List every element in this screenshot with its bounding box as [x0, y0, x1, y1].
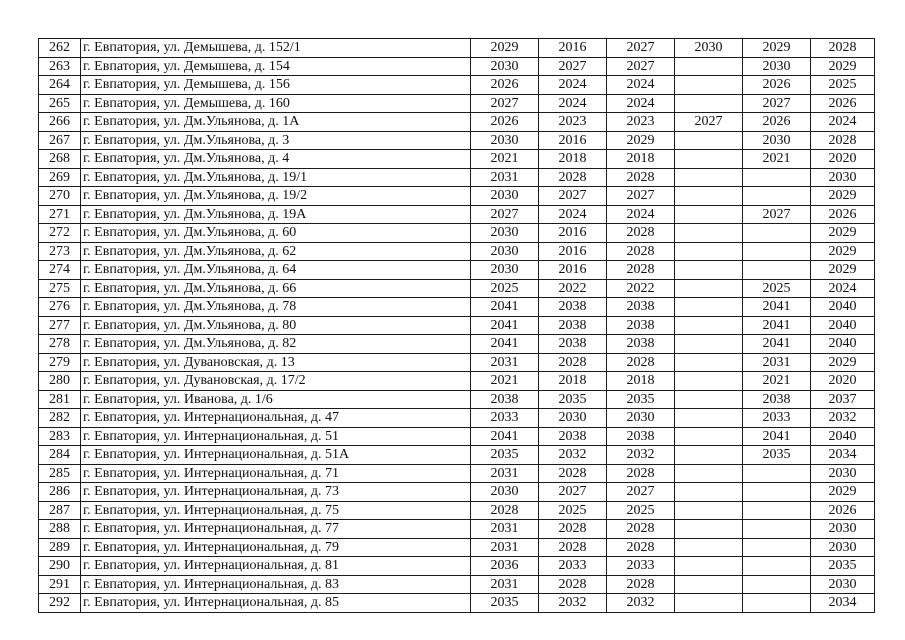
table-row: [39, 594, 875, 613]
row-number: 268: [39, 150, 81, 169]
year-cell-2: 2016: [539, 242, 607, 261]
year-cell-1: 2021: [471, 150, 539, 169]
year-cell-4: [675, 520, 743, 539]
year-cell-5: 2041: [743, 316, 811, 335]
building-address: г. Евпатория, ул. Демышева, д. 152/1: [81, 39, 471, 58]
year-cell-3: 2038: [607, 316, 675, 335]
table-row: [39, 483, 875, 502]
year-cell-5: 2041: [743, 427, 811, 446]
year-cell-1: 2027: [471, 94, 539, 113]
building-address: г. Евпатория, ул. Дм.Ульянова, д. 19А: [81, 205, 471, 224]
year-cell-6: 2026: [811, 205, 875, 224]
year-cell-6: 2040: [811, 298, 875, 317]
table-row: [39, 150, 875, 169]
year-cell-4: [675, 242, 743, 261]
year-cell-6: 2020: [811, 372, 875, 391]
year-cell-3: 2038: [607, 427, 675, 446]
year-cell-1: 2029: [471, 39, 539, 58]
year-cell-6: 2030: [811, 520, 875, 539]
year-cell-6: 2020: [811, 150, 875, 169]
building-address: г. Евпатория, ул. Интернациональная, д. 75: [81, 501, 471, 520]
table-row: [39, 242, 875, 261]
row-number: 286: [39, 483, 81, 502]
building-address: г. Евпатория, ул. Дувановская, д. 17/2: [81, 372, 471, 391]
year-cell-4: 2030: [675, 39, 743, 58]
year-cell-5: [743, 594, 811, 613]
year-cell-3: 2027: [607, 39, 675, 58]
year-cell-3: 2028: [607, 242, 675, 261]
building-address: г. Евпатория, ул. Дм.Ульянова, д. 66: [81, 279, 471, 298]
year-cell-2: 2028: [539, 538, 607, 557]
year-cell-3: 2028: [607, 575, 675, 594]
row-number: 280: [39, 372, 81, 391]
row-number: 265: [39, 94, 81, 113]
year-cell-4: [675, 575, 743, 594]
year-cell-3: 2024: [607, 205, 675, 224]
year-cell-4: [675, 483, 743, 502]
table-row: [39, 520, 875, 539]
year-cell-3: 2028: [607, 224, 675, 243]
row-number: 278: [39, 335, 81, 354]
year-cell-2: 2038: [539, 335, 607, 354]
year-cell-5: [743, 168, 811, 187]
year-cell-2: 2018: [539, 150, 607, 169]
year-cell-5: 2030: [743, 57, 811, 76]
row-number: 273: [39, 242, 81, 261]
table-row: [39, 298, 875, 317]
year-cell-4: [675, 464, 743, 483]
table-row: [39, 168, 875, 187]
year-cell-5: 2033: [743, 409, 811, 428]
year-cell-6: 2040: [811, 316, 875, 335]
year-cell-6: 2029: [811, 224, 875, 243]
table-row: [39, 261, 875, 280]
building-address: г. Евпатория, ул. Дм.Ульянова, д. 82: [81, 335, 471, 354]
year-cell-5: [743, 483, 811, 502]
year-cell-2: 2027: [539, 57, 607, 76]
year-cell-2: 2038: [539, 316, 607, 335]
year-cell-5: [743, 242, 811, 261]
year-cell-3: 2028: [607, 464, 675, 483]
year-cell-6: 2040: [811, 335, 875, 354]
year-cell-2: 2028: [539, 168, 607, 187]
year-cell-1: 2031: [471, 575, 539, 594]
year-cell-5: 2041: [743, 335, 811, 354]
year-cell-5: [743, 224, 811, 243]
row-number: 282: [39, 409, 81, 428]
year-cell-3: 2018: [607, 372, 675, 391]
building-address: г. Евпатория, ул. Дм.Ульянова, д. 60: [81, 224, 471, 243]
building-address: г. Евпатория, ул. Демышева, д. 154: [81, 57, 471, 76]
year-cell-4: 2027: [675, 113, 743, 132]
year-cell-2: 2033: [539, 557, 607, 576]
year-cell-3: 2028: [607, 168, 675, 187]
year-cell-3: 2030: [607, 409, 675, 428]
building-address: г. Евпатория, ул. Дм.Ульянова, д. 62: [81, 242, 471, 261]
year-cell-4: [675, 131, 743, 150]
building-address: г. Евпатория, ул. Дм.Ульянова, д. 19/2: [81, 187, 471, 206]
row-number: 284: [39, 446, 81, 465]
year-cell-6: 2028: [811, 131, 875, 150]
year-cell-5: [743, 557, 811, 576]
year-cell-4: [675, 538, 743, 557]
building-schedule-table: [38, 38, 875, 613]
year-cell-4: [675, 594, 743, 613]
year-cell-4: [675, 446, 743, 465]
year-cell-3: 2038: [607, 335, 675, 354]
year-cell-4: [675, 501, 743, 520]
year-cell-3: 2028: [607, 538, 675, 557]
year-cell-1: 2031: [471, 538, 539, 557]
table-row: [39, 224, 875, 243]
year-cell-1: 2035: [471, 594, 539, 613]
year-cell-1: 2030: [471, 131, 539, 150]
year-cell-4: [675, 316, 743, 335]
year-cell-3: 2022: [607, 279, 675, 298]
year-cell-5: 2026: [743, 76, 811, 95]
year-cell-1: 2041: [471, 427, 539, 446]
row-number: 266: [39, 113, 81, 132]
year-cell-1: 2030: [471, 242, 539, 261]
year-cell-5: [743, 464, 811, 483]
year-cell-1: 2041: [471, 335, 539, 354]
year-cell-2: 2028: [539, 575, 607, 594]
table-row: [39, 205, 875, 224]
row-number: 283: [39, 427, 81, 446]
row-number: 272: [39, 224, 81, 243]
building-address: г. Евпатория, ул. Дм.Ульянова, д. 78: [81, 298, 471, 317]
row-number: 262: [39, 39, 81, 58]
document-page: [38, 38, 874, 613]
year-cell-4: [675, 390, 743, 409]
year-cell-6: 2029: [811, 261, 875, 280]
year-cell-5: 2038: [743, 390, 811, 409]
year-cell-2: 2016: [539, 261, 607, 280]
table-row: [39, 94, 875, 113]
building-address: г. Евпатория, ул. Демышева, д. 156: [81, 76, 471, 95]
row-number: 288: [39, 520, 81, 539]
year-cell-3: 2028: [607, 353, 675, 372]
year-cell-1: 2030: [471, 187, 539, 206]
year-cell-2: 2022: [539, 279, 607, 298]
table-body: [39, 39, 875, 613]
year-cell-3: 2032: [607, 594, 675, 613]
year-cell-1: 2030: [471, 261, 539, 280]
year-cell-5: 2021: [743, 372, 811, 391]
year-cell-3: 2024: [607, 94, 675, 113]
building-address: г. Евпатория, ул. Дм.Ульянова, д. 3: [81, 131, 471, 150]
year-cell-6: 2040: [811, 427, 875, 446]
year-cell-4: [675, 150, 743, 169]
year-cell-5: 2035: [743, 446, 811, 465]
table-row: [39, 335, 875, 354]
year-cell-1: 2026: [471, 76, 539, 95]
year-cell-6: 2030: [811, 464, 875, 483]
table-row: [39, 279, 875, 298]
year-cell-2: 2016: [539, 224, 607, 243]
table-row: [39, 538, 875, 557]
row-number: 290: [39, 557, 81, 576]
row-number: 292: [39, 594, 81, 613]
building-address: г. Евпатория, ул. Интернациональная, д. 47: [81, 409, 471, 428]
table-row: [39, 113, 875, 132]
year-cell-2: 2035: [539, 390, 607, 409]
building-address: г. Евпатория, ул. Интернациональная, д. 73: [81, 483, 471, 502]
year-cell-2: 2038: [539, 427, 607, 446]
year-cell-2: 2028: [539, 464, 607, 483]
row-number: 267: [39, 131, 81, 150]
year-cell-2: 2016: [539, 131, 607, 150]
year-cell-1: 2031: [471, 520, 539, 539]
building-address: г. Евпатория, ул. Интернациональная, д. 71: [81, 464, 471, 483]
year-cell-4: [675, 168, 743, 187]
year-cell-1: 2021: [471, 372, 539, 391]
year-cell-6: 2029: [811, 242, 875, 261]
year-cell-5: [743, 575, 811, 594]
year-cell-2: 2025: [539, 501, 607, 520]
table-row: [39, 353, 875, 372]
year-cell-5: [743, 187, 811, 206]
year-cell-3: 2035: [607, 390, 675, 409]
year-cell-3: 2018: [607, 150, 675, 169]
year-cell-6: 2028: [811, 39, 875, 58]
year-cell-6: 2026: [811, 94, 875, 113]
year-cell-6: 2026: [811, 501, 875, 520]
table-row: [39, 464, 875, 483]
year-cell-4: [675, 94, 743, 113]
row-number: 271: [39, 205, 81, 224]
year-cell-1: 2031: [471, 464, 539, 483]
year-cell-2: 2027: [539, 187, 607, 206]
year-cell-5: 2030: [743, 131, 811, 150]
row-number: 289: [39, 538, 81, 557]
year-cell-3: 2024: [607, 76, 675, 95]
year-cell-2: 2024: [539, 94, 607, 113]
year-cell-1: 2035: [471, 446, 539, 465]
year-cell-4: [675, 261, 743, 280]
year-cell-5: 2021: [743, 150, 811, 169]
year-cell-2: 2024: [539, 76, 607, 95]
table-row: [39, 372, 875, 391]
year-cell-5: 2026: [743, 113, 811, 132]
year-cell-6: 2029: [811, 353, 875, 372]
year-cell-3: 2023: [607, 113, 675, 132]
year-cell-5: 2041: [743, 298, 811, 317]
building-address: г. Евпатория, ул. Интернациональная, д. 51А: [81, 446, 471, 465]
year-cell-2: 2023: [539, 113, 607, 132]
building-address: г. Евпатория, ул. Дм.Ульянова, д. 1А: [81, 113, 471, 132]
year-cell-3: 2027: [607, 483, 675, 502]
table-row: [39, 316, 875, 335]
year-cell-5: [743, 538, 811, 557]
building-address: г. Евпатория, ул. Демышева, д. 160: [81, 94, 471, 113]
building-address: г. Евпатория, ул. Дм.Ульянова, д. 4: [81, 150, 471, 169]
year-cell-1: 2041: [471, 298, 539, 317]
year-cell-2: 2038: [539, 298, 607, 317]
year-cell-4: [675, 187, 743, 206]
table-row: [39, 409, 875, 428]
year-cell-6: 2030: [811, 575, 875, 594]
building-address: г. Евпатория, ул. Дувановская, д. 13: [81, 353, 471, 372]
year-cell-3: 2029: [607, 131, 675, 150]
table-row: [39, 39, 875, 58]
year-cell-5: 2027: [743, 94, 811, 113]
building-address: г. Евпатория, ул. Интернациональная, д. 85: [81, 594, 471, 613]
year-cell-6: 2034: [811, 446, 875, 465]
row-number: 281: [39, 390, 81, 409]
year-cell-4: [675, 205, 743, 224]
table-row: [39, 427, 875, 446]
year-cell-3: 2038: [607, 298, 675, 317]
row-number: 285: [39, 464, 81, 483]
year-cell-4: [675, 409, 743, 428]
year-cell-4: [675, 76, 743, 95]
year-cell-2: 2024: [539, 205, 607, 224]
year-cell-1: 2025: [471, 279, 539, 298]
table-row: [39, 187, 875, 206]
table-row: [39, 390, 875, 409]
year-cell-2: 2028: [539, 353, 607, 372]
year-cell-6: 2034: [811, 594, 875, 613]
year-cell-3: 2027: [607, 187, 675, 206]
year-cell-5: 2027: [743, 205, 811, 224]
year-cell-6: 2029: [811, 483, 875, 502]
table-row: [39, 57, 875, 76]
row-number: 276: [39, 298, 81, 317]
building-address: г. Евпатория, ул. Иванова, д. 1/6: [81, 390, 471, 409]
year-cell-4: [675, 372, 743, 391]
year-cell-1: 2031: [471, 353, 539, 372]
year-cell-2: 2027: [539, 483, 607, 502]
row-number: 291: [39, 575, 81, 594]
building-address: г. Евпатория, ул. Интернациональная, д. 51: [81, 427, 471, 446]
row-number: 277: [39, 316, 81, 335]
row-number: 275: [39, 279, 81, 298]
year-cell-1: 2030: [471, 57, 539, 76]
year-cell-6: 2029: [811, 57, 875, 76]
year-cell-1: 2036: [471, 557, 539, 576]
building-address: г. Евпатория, ул. Интернациональная, д. 81: [81, 557, 471, 576]
building-address: г. Евпатория, ул. Интернациональная, д. 77: [81, 520, 471, 539]
year-cell-5: 2029: [743, 39, 811, 58]
year-cell-4: [675, 335, 743, 354]
table-row: [39, 501, 875, 520]
year-cell-1: 2026: [471, 113, 539, 132]
year-cell-6: 2025: [811, 76, 875, 95]
building-address: г. Евпатория, ул. Дм.Ульянова, д. 19/1: [81, 168, 471, 187]
year-cell-6: 2030: [811, 168, 875, 187]
year-cell-4: [675, 557, 743, 576]
table-row: [39, 575, 875, 594]
row-number: 264: [39, 76, 81, 95]
year-cell-6: 2037: [811, 390, 875, 409]
year-cell-3: 2027: [607, 57, 675, 76]
year-cell-5: [743, 520, 811, 539]
year-cell-1: 2027: [471, 205, 539, 224]
year-cell-1: 2041: [471, 316, 539, 335]
year-cell-1: 2030: [471, 224, 539, 243]
year-cell-4: [675, 298, 743, 317]
year-cell-3: 2028: [607, 261, 675, 280]
year-cell-3: 2032: [607, 446, 675, 465]
year-cell-6: 2030: [811, 538, 875, 557]
year-cell-2: 2016: [539, 39, 607, 58]
building-address: г. Евпатория, ул. Дм.Ульянова, д. 64: [81, 261, 471, 280]
row-number: 263: [39, 57, 81, 76]
building-address: г. Евпатория, ул. Интернациональная, д. 83: [81, 575, 471, 594]
table-row: [39, 557, 875, 576]
row-number: 270: [39, 187, 81, 206]
year-cell-2: 2018: [539, 372, 607, 391]
row-number: 279: [39, 353, 81, 372]
year-cell-1: 2033: [471, 409, 539, 428]
table-row: [39, 131, 875, 150]
year-cell-2: 2032: [539, 446, 607, 465]
year-cell-1: 2038: [471, 390, 539, 409]
year-cell-1: 2030: [471, 483, 539, 502]
row-number: 269: [39, 168, 81, 187]
year-cell-5: 2025: [743, 279, 811, 298]
year-cell-3: 2033: [607, 557, 675, 576]
year-cell-4: [675, 57, 743, 76]
year-cell-2: 2032: [539, 594, 607, 613]
year-cell-6: 2032: [811, 409, 875, 428]
year-cell-3: 2028: [607, 520, 675, 539]
year-cell-3: 2025: [607, 501, 675, 520]
row-number: 274: [39, 261, 81, 280]
year-cell-6: 2035: [811, 557, 875, 576]
table-row: [39, 76, 875, 95]
year-cell-1: 2028: [471, 501, 539, 520]
year-cell-5: [743, 261, 811, 280]
year-cell-2: 2030: [539, 409, 607, 428]
year-cell-4: [675, 353, 743, 372]
year-cell-5: 2031: [743, 353, 811, 372]
year-cell-6: 2024: [811, 279, 875, 298]
building-address: г. Евпатория, ул. Интернациональная, д. 79: [81, 538, 471, 557]
row-number: 287: [39, 501, 81, 520]
year-cell-1: 2031: [471, 168, 539, 187]
year-cell-6: 2024: [811, 113, 875, 132]
year-cell-2: 2028: [539, 520, 607, 539]
year-cell-6: 2029: [811, 187, 875, 206]
table-row: [39, 446, 875, 465]
year-cell-4: [675, 427, 743, 446]
year-cell-4: [675, 279, 743, 298]
building-address: г. Евпатория, ул. Дм.Ульянова, д. 80: [81, 316, 471, 335]
year-cell-4: [675, 224, 743, 243]
year-cell-5: [743, 501, 811, 520]
